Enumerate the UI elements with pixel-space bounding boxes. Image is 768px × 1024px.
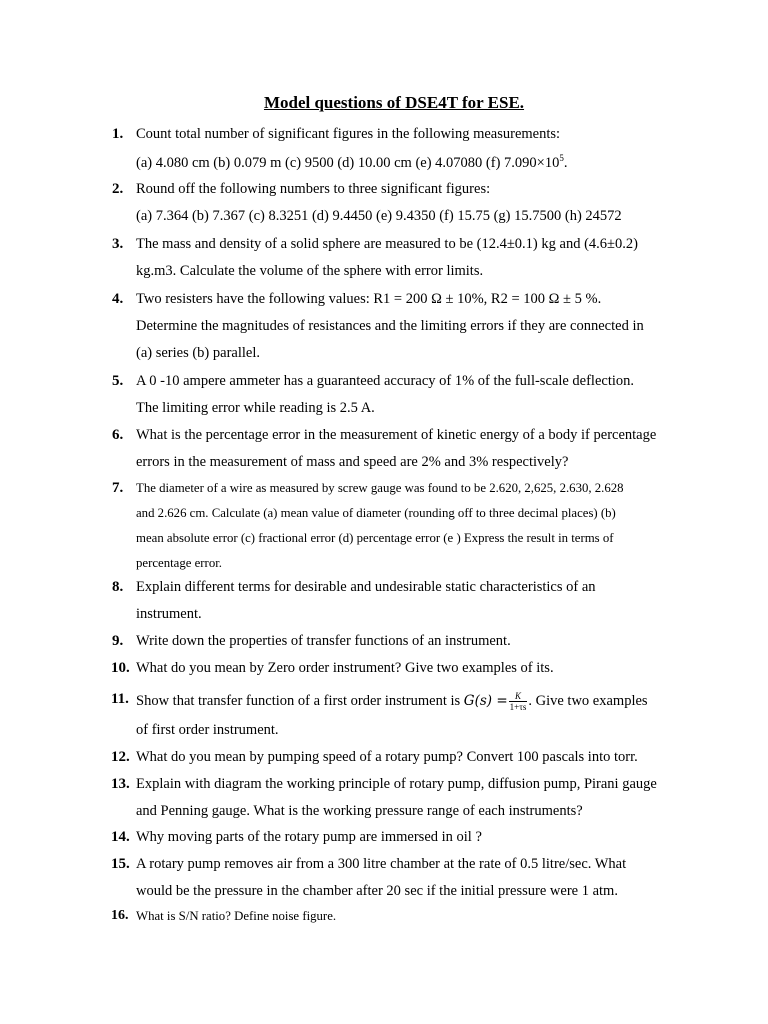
question-text: and 2.626 cm. Calculate (a) mean value of diameter (rounding off to three decimal places) (b) [136,506,616,520]
question-text: What do you mean by pumping speed of a rotary pump? Convert 100 pascals into torr. [136,749,638,765]
question-text: Round off the following numbers to three significant figures: [136,181,491,197]
question-number: 12. [111,749,130,765]
question-text: kg.m3. Calculate the volume of the sphere with error limits. [136,263,484,279]
question-text: mean absolute error (c) fractional error (d) percentage error (e ) Express the result in terms of [136,531,614,545]
question-text: Write down the properties of transfer functions of an instrument. [136,633,511,649]
question-number: 4. [112,291,124,307]
question-text: and Penning gauge. What is the working pressure range of each instruments? [136,803,583,819]
question-text: A 0 -10 ampere ammeter has a guaranteed accuracy of 1% of the full-scale deflection. [136,373,634,389]
question-number: 7. [112,480,124,496]
question-number: 10. [111,660,130,676]
question-number: 14. [111,829,130,845]
document-title: Model questions of DSE4T for ESE. [263,93,525,112]
formula-lhs: G(s) = [463,692,508,709]
question-text: What do you mean by Zero order instrument? Give two examples of its. [136,660,554,676]
question-text: The mass and density of a solid sphere are measured to be (12.4±0.1) kg and (4.6±0.2) [136,236,638,252]
question-number: 6. [112,427,124,443]
question-text: instrument. [136,606,202,622]
question-text: (a) 4.080 cm (b) 0.079 m (c) 9500 (d) 10.00 cm (e) 4.07080 (f) $7.090\times 10^5$. [136,153,568,171]
question-number: 16. [111,908,129,923]
question-text: Determine the magnitudes of resistances and the limiting errors if they are connected in [136,318,644,334]
question-number: 13. [111,776,130,792]
question-text: errors in the measurement of mass and speed are 2% and 3% respectively? [136,454,569,470]
question-text: (a) 7.364 (b) 7.367 (c) 8.3251 (d) 9.4450 (e) 9.4350 (f) 15.75 (g) 15.7500 (h) 24572 [136,208,622,224]
question-text: What is S/N ratio? Define noise figure. [136,909,337,923]
question-text: Count total number of significant figures in the following measurements: [136,126,561,142]
question-text: What is the percentage error in the measurement of kinetic energy of a body if percentage [136,427,657,443]
question-text: Show that transfer function of a first order instrument is G(s) = $\frac{K}{1+\tau s}$ . Give two examples [136,691,648,712]
question-number: 11. [111,691,129,707]
question-text: (a) series (b) parallel. [136,345,260,361]
question-text: would be the pressure in the chamber after 20 sec if the initial pressure were 1 atm. [136,883,618,899]
question-text: Two resisters have the following values: R1 = 200 Ω ± 10%, R2 = 100 Ω ± 5 %. [136,291,602,307]
question-text: Explain different terms for desirable and undesirable static characteristics of an [136,579,596,595]
question-text: A rotary pump removes air from a 300 litre chamber at the rate of 0.5 litre/sec. What [136,856,627,872]
question-text: Explain with diagram the working principle of rotary pump, diffusion pump, Pirani gauge [136,776,657,792]
question-number: 9. [112,633,124,649]
question-text: Why moving parts of the rotary pump are immersed in oil ? [136,829,482,845]
question-number: 8. [112,579,124,595]
question-number: 1. [112,126,124,142]
question-number: 3. [112,236,124,252]
question-number: 15. [111,856,130,872]
question-text: The diameter of a wire as measured by screw gauge was found to be 2.620, 2,625, 2.630, 2.628 [136,481,624,495]
formula-fraction: $\frac{K}{1+\tau s}$ [509,691,527,712]
question-text: of first order instrument. [136,722,279,738]
question-number: 5. [112,373,124,389]
question-number: 2. [112,181,124,197]
question-text: The limiting error while reading is 2.5 A. [136,400,375,416]
question-text: percentage error. [136,556,222,570]
